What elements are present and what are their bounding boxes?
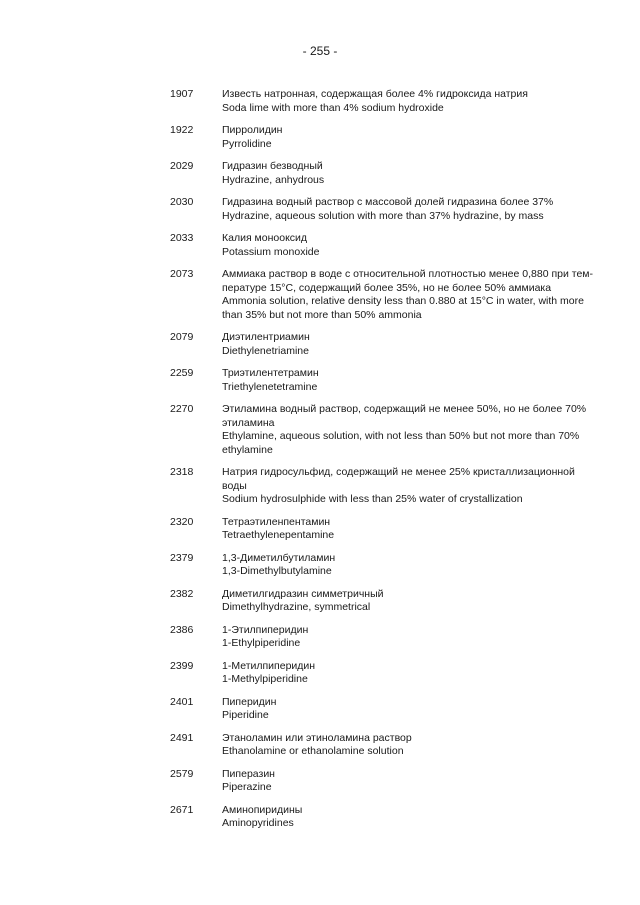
- un-number: 2318: [170, 466, 194, 478]
- list-item: [170, 88, 590, 115]
- list-item: [170, 466, 590, 507]
- entry-description: [222, 160, 590, 187]
- un-number: 2270: [170, 403, 194, 415]
- un-number: 2491: [170, 731, 194, 744]
- description-line: Triethylenetetramine: [222, 380, 318, 393]
- description-line: Тетраэтиленпентамин: [222, 515, 331, 528]
- description-line: Пиперидин: [222, 695, 277, 708]
- list-item: [170, 124, 590, 151]
- list-item: [170, 331, 590, 358]
- description-line: воды: [222, 479, 247, 492]
- description-line: Sodium hydrosulphide with less than 25% water of crystallization: [222, 493, 523, 505]
- description-line: than 35% but not more than 50% ammonia: [222, 308, 422, 321]
- list-item: [170, 588, 590, 615]
- list-item: [170, 732, 590, 759]
- list-item: [170, 768, 590, 795]
- description-line: Аммиака раствор в воде с относительной плотностью менее 0,880 при тем-: [222, 268, 594, 280]
- description-line: Hydrazine, anhydrous: [222, 173, 325, 186]
- list-item: [170, 196, 590, 223]
- description-line: Pyrrolidine: [222, 137, 272, 150]
- description-line: Ammonia solution, relative density less than 0.880 at 15°C in water, with more: [222, 295, 584, 307]
- un-number: 2029: [170, 160, 194, 172]
- list-item: [170, 804, 590, 831]
- entry-description: [222, 588, 590, 615]
- list-item: [170, 696, 590, 723]
- description-line: Aminopyridines: [222, 817, 294, 829]
- un-number: 2033: [170, 232, 194, 244]
- description-line: Diethylenetriamine: [222, 344, 309, 357]
- entry-description: [222, 466, 590, 507]
- description-line: Натрия гидросульфид, содержащий не менее 25% кристаллизационной: [222, 466, 575, 478]
- description-line: Ethylamine, aqueous solution, with not less than 50% but not more than 70%: [222, 430, 580, 442]
- un-number: 1907: [170, 88, 194, 100]
- description-line: Ethanolamine or ethanolamine solution: [222, 745, 404, 757]
- description-line: Soda lime with more than 4% sodium hydroxide: [222, 101, 444, 114]
- description-line: 1,3-Диметилбутиламин: [222, 551, 336, 564]
- description-line: Пиперазин: [222, 767, 275, 780]
- description-line: этиламина: [222, 416, 275, 429]
- un-number: 2671: [170, 803, 194, 816]
- un-number: 2073: [170, 268, 194, 280]
- description-line: Piperidine: [222, 709, 269, 721]
- description-line: Этаноламин или этиноламина раствор: [222, 731, 412, 744]
- description-line: Триэтилентетрамин: [222, 367, 319, 379]
- list-item: [170, 516, 590, 543]
- description-line: Hydrazine, aqueous solution with more than 37% hydrazine, by mass: [222, 209, 544, 222]
- list-item: [170, 268, 594, 322]
- description-line: Аминопиридины: [222, 803, 303, 816]
- un-number: 2386: [170, 623, 194, 636]
- description-line: Диэтилентриамин: [222, 331, 310, 343]
- entry-description: [222, 403, 590, 457]
- description-line: Гидразин безводный: [222, 160, 323, 172]
- description-line: Potassium monoxide: [222, 245, 320, 258]
- un-number: 2320: [170, 515, 194, 528]
- un-number: 2079: [170, 331, 194, 343]
- list-item: [170, 403, 590, 457]
- description-line: 1-Ethylpiperidine: [222, 637, 301, 649]
- entry-description: [222, 660, 590, 687]
- entry-description: [222, 196, 590, 223]
- entry-list: [170, 88, 594, 840]
- un-number: 1922: [170, 124, 194, 136]
- entry-description: [222, 732, 590, 759]
- description-line: Piperazine: [222, 781, 272, 793]
- entry-description: [222, 516, 590, 543]
- entry-description: [222, 124, 590, 151]
- entry-description: [222, 331, 590, 358]
- entry-description: [222, 232, 590, 259]
- description-line: Dimethylhydrazine, symmetrical: [222, 601, 371, 613]
- un-number: 2401: [170, 695, 194, 708]
- description-line: Известь натронная, содержащая более 4% гидроксида натрия: [222, 88, 528, 100]
- list-item: [170, 660, 590, 687]
- description-line: Этиламина водный раствор, содержащий не менее 50%, но не более 70%: [222, 403, 587, 415]
- description-line: Tetraethylenepentamine: [222, 529, 335, 541]
- description-line: 1-Метилпиперидин: [222, 659, 316, 672]
- list-item: [170, 367, 590, 394]
- entry-description: [222, 768, 590, 795]
- entry-description: [222, 804, 590, 831]
- entry-description: [222, 88, 590, 115]
- un-number: 2379: [170, 551, 194, 564]
- description-line: Диметилгидразин симметричный: [222, 587, 384, 600]
- entry-description: [222, 696, 590, 723]
- description-line: 1,3-Dimethylbutylamine: [222, 565, 332, 577]
- entry-description: [222, 624, 590, 651]
- entry-description: [222, 552, 590, 579]
- description-line: ethylamine: [222, 443, 273, 456]
- description-line: Пирролидин: [222, 124, 283, 136]
- un-number: 2030: [170, 196, 194, 208]
- un-number: 2399: [170, 659, 194, 672]
- un-number: 2579: [170, 767, 194, 780]
- description-line: Гидразина водный раствор с массовой долей гидразина более 37%: [222, 196, 554, 208]
- list-item: [170, 552, 590, 579]
- un-number: 2382: [170, 587, 194, 600]
- description-line: пературе 15°С, содержащий более 35%, но не более 50% аммиака: [222, 281, 552, 294]
- list-item: [170, 160, 590, 187]
- list-item: [170, 232, 590, 259]
- un-number: 2259: [170, 367, 194, 379]
- description-line: 1-Methylpiperidine: [222, 673, 308, 685]
- description-line: Калия монооксид: [222, 232, 308, 244]
- description-line: 1-Этилпиперидин: [222, 623, 309, 636]
- page-number: - 255 -: [302, 44, 338, 58]
- list-item: [170, 624, 590, 651]
- entry-description: [222, 268, 593, 322]
- entry-description: [222, 367, 590, 394]
